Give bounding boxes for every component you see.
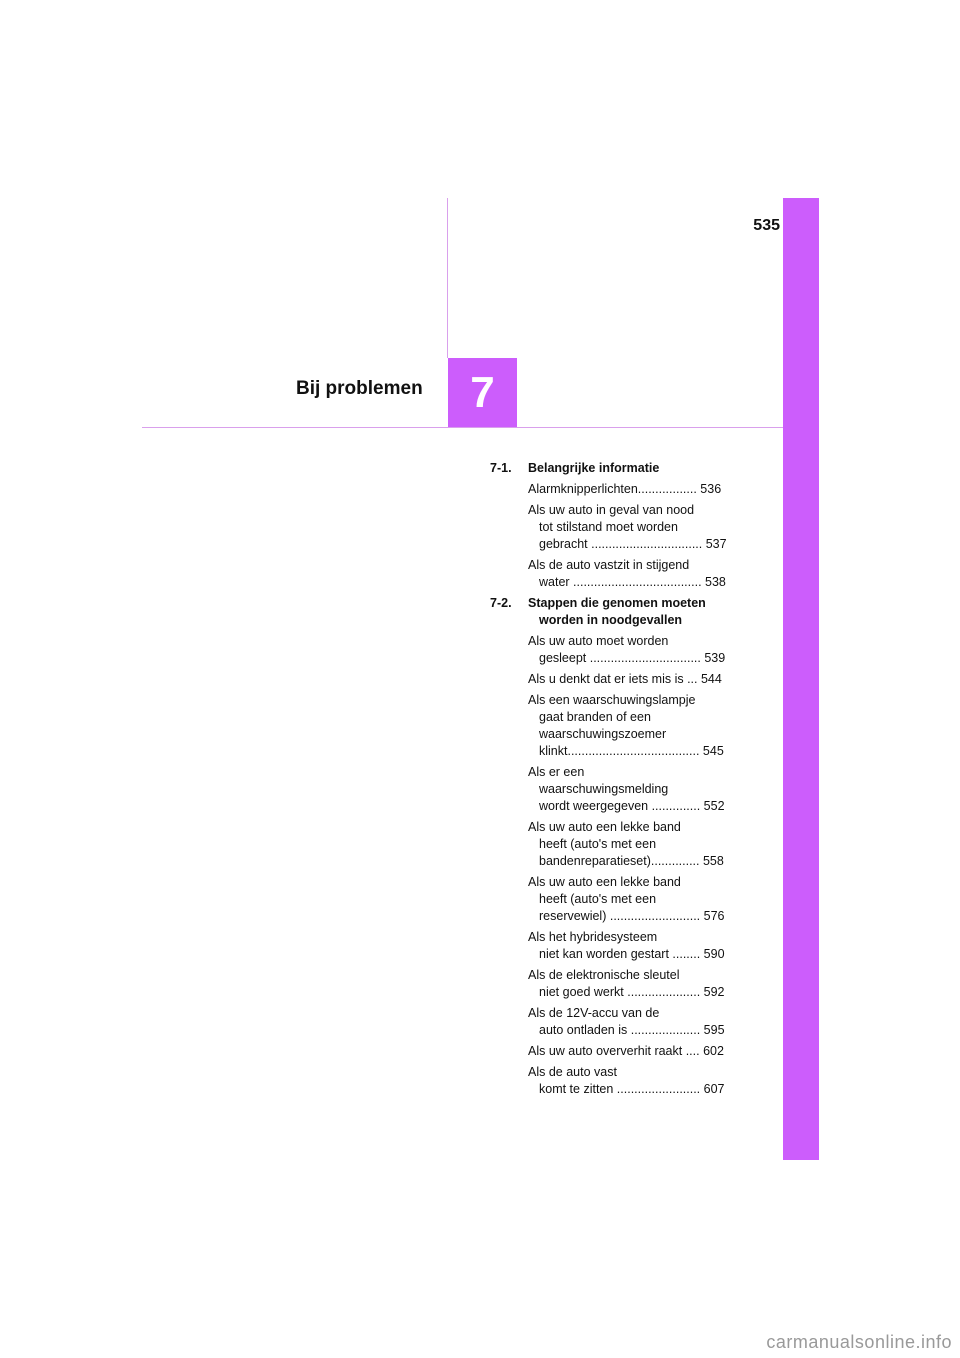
toc-entry-line: Als een waarschuwingslampje xyxy=(528,693,696,707)
toc-entry[interactable] xyxy=(528,692,740,760)
footer-watermark: carmanualsonline.info xyxy=(766,1332,952,1352)
toc-entry-line: heeft (auto's met een xyxy=(539,837,657,851)
toc-entry-line: water ..................................... 538 xyxy=(539,575,726,589)
toc-entry-line: Als uw auto in geval van nood xyxy=(528,503,695,517)
toc-entry-line: Alarmknipperlichten................. 536 xyxy=(528,482,722,496)
toc-entry[interactable] xyxy=(528,502,740,553)
toc-entry-line: Als uw auto moet worden xyxy=(528,634,669,648)
toc-entry-line: Als uw auto oververhit raakt .... 602 xyxy=(528,1044,724,1058)
toc-entry-line: Als het hybridesysteem xyxy=(528,930,658,944)
toc-entry-line: Als uw auto een lekke band xyxy=(528,875,681,889)
toc-entry-line: reservewiel) .......................... 576 xyxy=(539,909,725,923)
toc-entry-line: komt te zitten ........................ 607 xyxy=(539,1082,725,1096)
toc-entry[interactable] xyxy=(528,633,740,667)
section-title xyxy=(528,595,740,629)
toc-entry-line: tot stilstand moet worden xyxy=(539,520,678,534)
horizontal-divider xyxy=(142,427,783,428)
section-number: 7-1. xyxy=(490,461,512,475)
chapter-number: 7 xyxy=(470,368,495,417)
toc-entry[interactable] xyxy=(528,764,740,815)
toc-entry[interactable] xyxy=(528,1064,740,1098)
toc-entry-line: Als er een xyxy=(528,765,585,779)
toc-entry-line: niet goed werkt ..................... 592 xyxy=(539,985,725,999)
toc-entry-line: Als de elektronische sleutel xyxy=(528,968,680,982)
toc-entry-line: wordt weergegeven .............. 552 xyxy=(539,799,725,813)
section-title-line: worden in noodgevallen xyxy=(539,613,683,627)
toc-entry[interactable] xyxy=(528,929,740,963)
toc-entry-line: gebracht ................................ 537 xyxy=(539,537,727,551)
section-title xyxy=(528,460,740,477)
toc-entry[interactable] xyxy=(528,1005,740,1039)
toc-entry[interactable] xyxy=(528,557,740,591)
toc-entry-line: Als u denkt dat er iets mis is ... 544 xyxy=(528,672,722,686)
toc-entry-line: waarschuwingszoemer xyxy=(539,727,667,741)
toc-entry-line: waarschuwingsmelding xyxy=(539,782,669,796)
toc-entry-line: niet kan worden gestart ........ 590 xyxy=(539,947,725,961)
chapter-side-tab xyxy=(783,198,819,1160)
page-number: 535 xyxy=(753,217,780,234)
toc-entry-line: gaat branden of een xyxy=(539,710,651,724)
toc-section xyxy=(490,595,740,629)
toc-entry[interactable] xyxy=(528,671,740,688)
toc-entry-line: klinkt...................................... 545 xyxy=(539,744,724,758)
toc-entry-line: Als de auto vast xyxy=(528,1065,617,1079)
toc-entry[interactable] xyxy=(528,1043,740,1060)
toc-entry-line: auto ontladen is .................... 595 xyxy=(539,1023,725,1037)
toc-entry-line: Als de auto vastzit in stijgend xyxy=(528,558,690,572)
toc-entry[interactable] xyxy=(528,481,740,498)
toc-entry-line: Als uw auto een lekke band xyxy=(528,820,681,834)
toc-entry[interactable] xyxy=(528,874,740,925)
section-title-line: Stappen die genomen moeten xyxy=(528,596,706,610)
table-of-contents xyxy=(490,460,740,1102)
toc-entry-line: Als de 12V-accu van de xyxy=(528,1006,660,1020)
toc-entry-line: bandenreparatieset).............. 558 xyxy=(539,854,724,868)
toc-section xyxy=(490,460,740,477)
chapter-title: Bij problemen xyxy=(296,378,423,399)
section-number: 7-2. xyxy=(490,596,512,610)
vertical-divider xyxy=(447,198,448,358)
toc-entry-line: heeft (auto's met een xyxy=(539,892,657,906)
section-title-line: Belangrijke informatie xyxy=(528,461,660,475)
chapter-number-box xyxy=(448,358,517,428)
toc-entry[interactable] xyxy=(528,819,740,870)
toc-entry-line: gesleept ................................ 539 xyxy=(539,651,726,665)
toc-entry[interactable] xyxy=(528,967,740,1001)
